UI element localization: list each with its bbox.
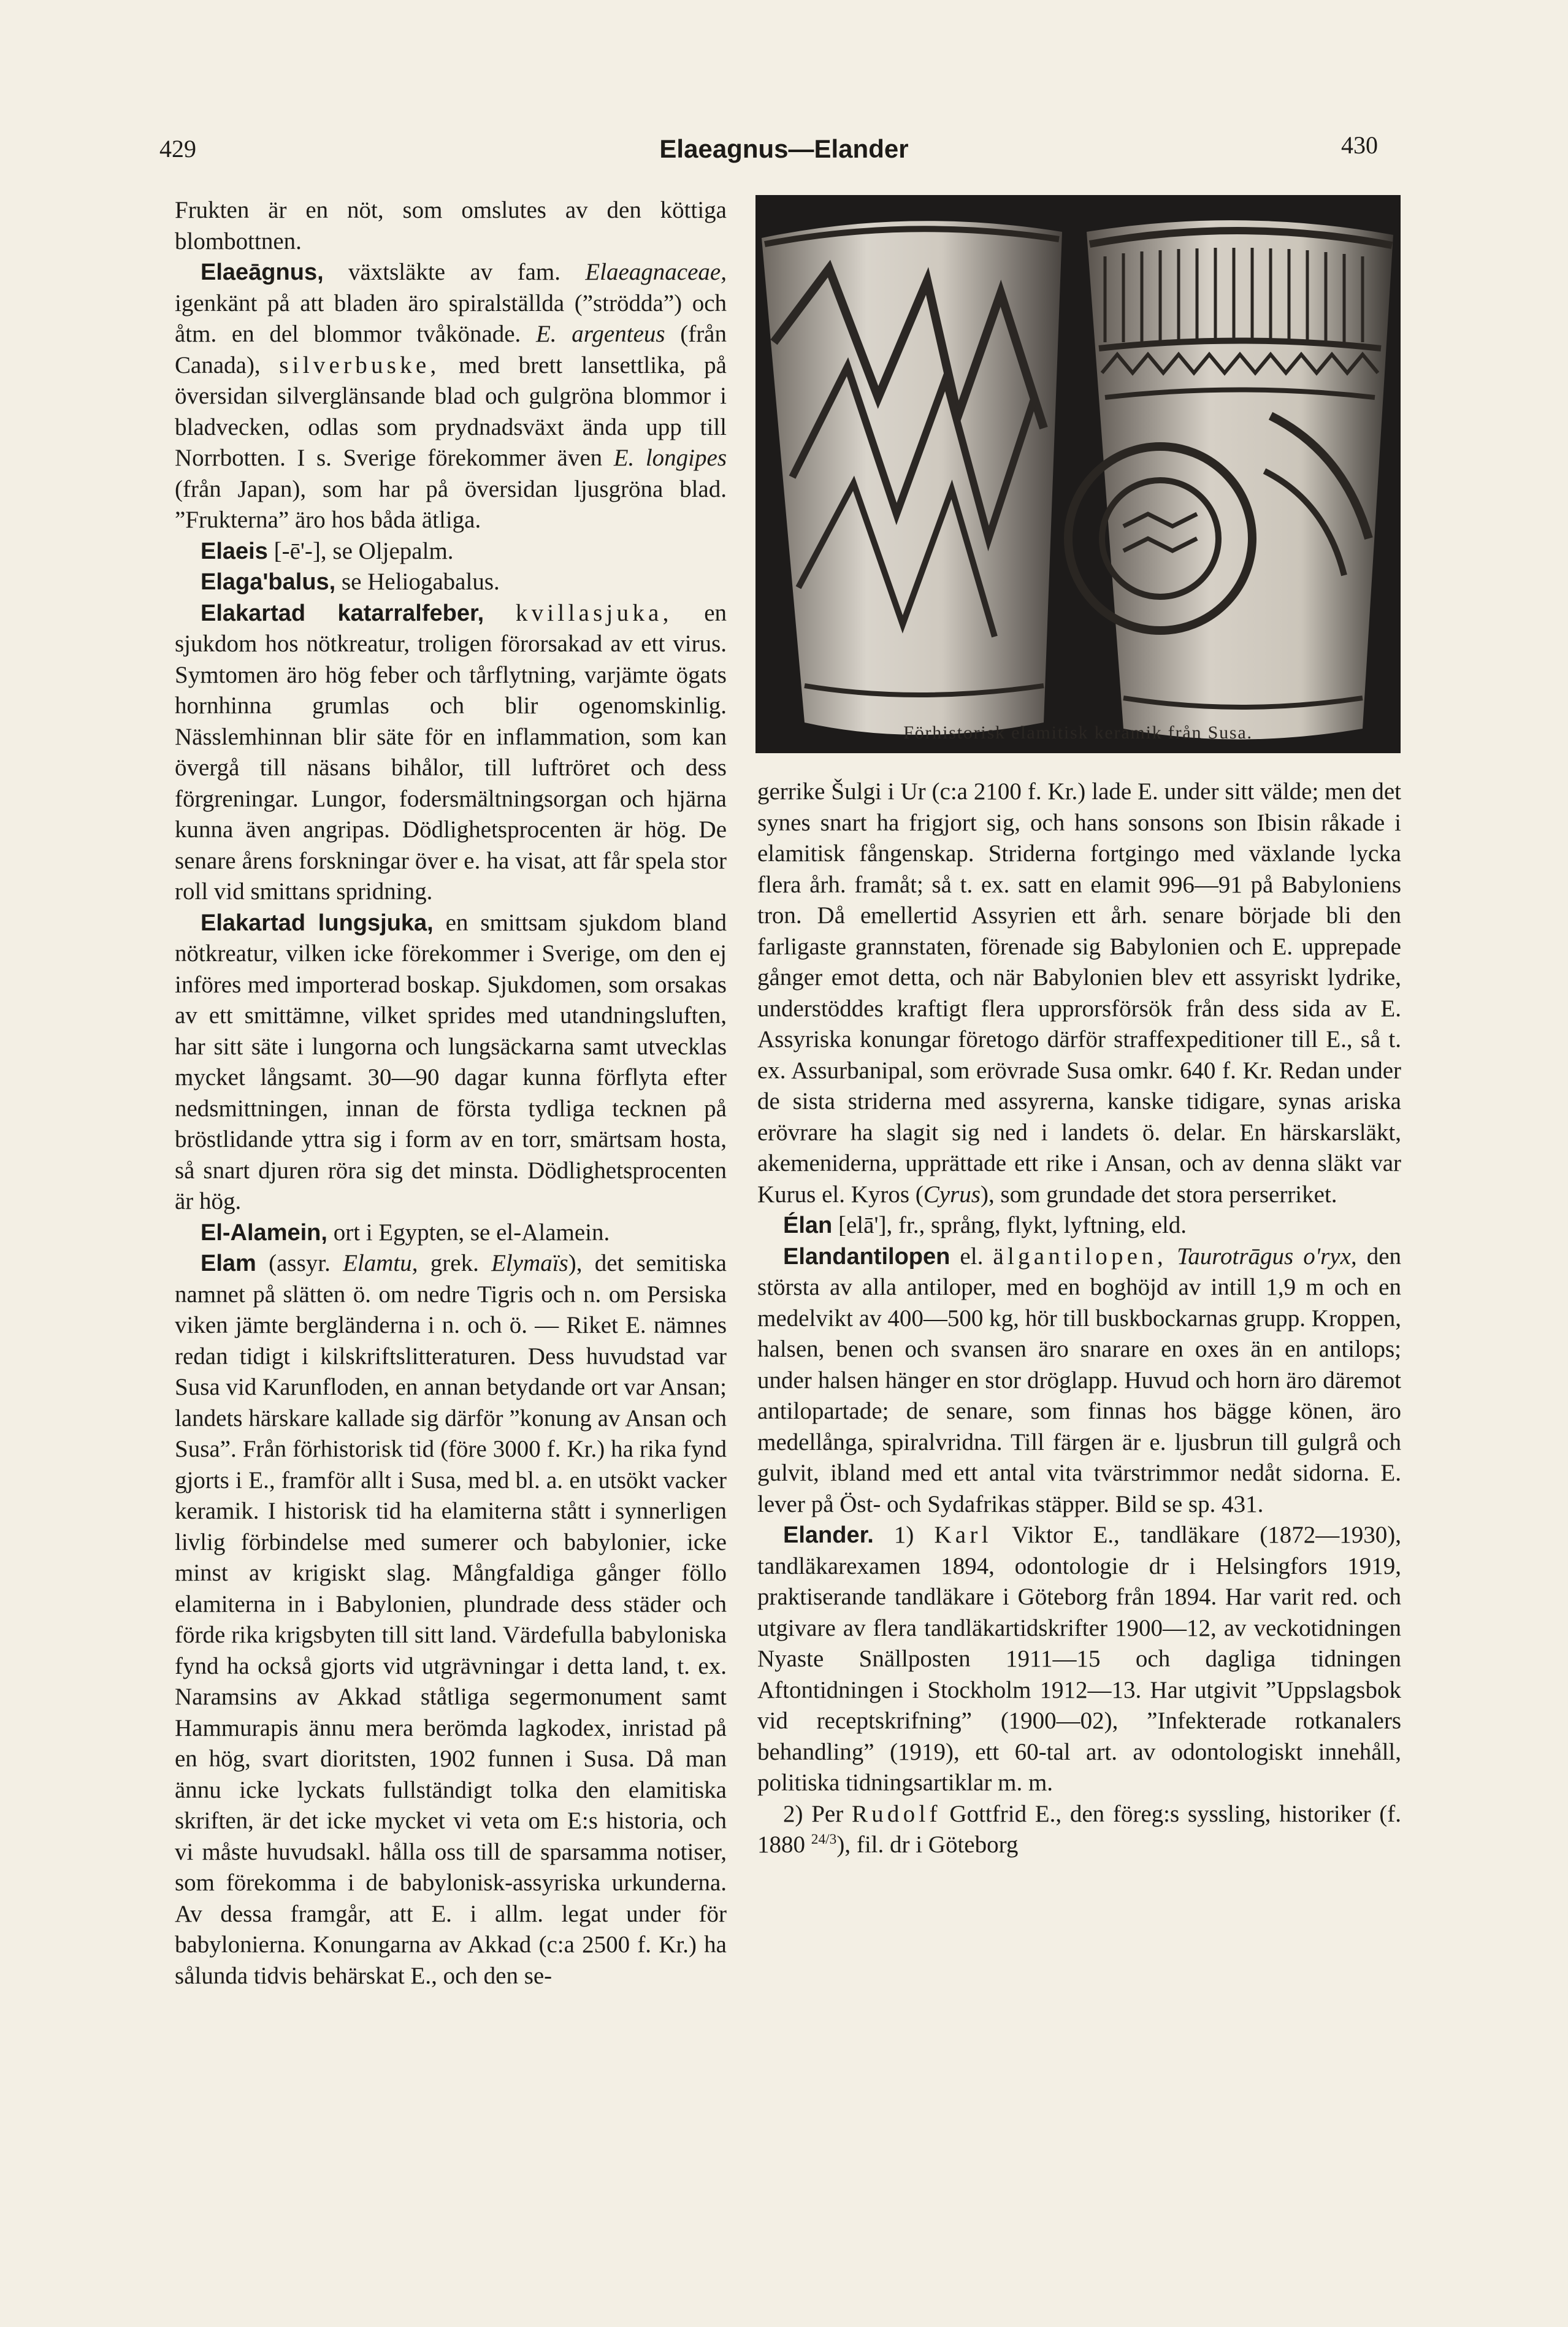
page-number-right: 430 [1341,131,1378,159]
entry-elakartad-lungsjuka: Elakartad lungsjuka, en smittsam sjukdom bland nötkreatur, vilken icke förekommer i Sverige, om den ej införes med importerad boskap. Sjukdomen, som orsakas av ett smittämne, vilket sprides med utandningsluften, har sitt säte i lungorna och lungsäckarna samt utvecklas mycket långsamt. 30—90 dagar kunna förflyta efter nedsmittningen, innan de första tydliga tecknen på bröstlidande yttra sig i form av en torr, smärtsam hosta, så snart djuren röra sig det minsta. Dödlighetsprocenten är hög. [175,909,727,1214]
entry-elam: Elam (assyr. Elamtu, grek. Elymaïs), det semitiska namnet på slätten ö. om nedre Tigris och n. om Persiska viken jämte bergländerna i n. och ö. — Riket E. nämnes redan tidigt i kilskriftslitteraturen. Dess huvudstad var Susa vid Karunfloden, en annan betydande ort var Ansan; landets härskare kallade sig därför ”konung av Ansan och Susa”. Från förhistorisk tid (före 3000 f. Kr.) ha rika fynd gjorts i E., framför allt i Susa, med bl. a. en utsökt vacker keramik. I historisk tid ha elamiterna stått i synnerligen livlig förbindelse med sumerer och babylonier, icke minst av krigiskt slag. Mångfaldiga gånger föllo elamiterna in i Babylonien, plundrade dess städer och förde rika krigsbyten till sitt land. Värdefulla babyloniska fynd ha också gjorts vid utgrävningar i detta land, t. ex. Naramsins av Akkad ståtliga segermonument samt Hammurapis ännu mera berömda lagkodex, inristad på en hög, svart dioritsten, 1902 funnen i Susa. Då man ännu icke lyckats fullständigt tolka den elamitiska skriften, är det icke mycket vi veta om E:s historia, och vi måste huvudsakl. hålla oss till de sparsamma notiser, som förekomma i de babylonisk-assyriska urkunderna. Av dessa framgår, att E. i allm. legat under för babylonierna. Konungarna av Akkad (c:a 2500 f. Kr.) ha sålunda tidvis behärskat E., och den se- [175,1250,727,1989]
entry-elagabalus: Elaga'balus, se Heliogabalus. [201,569,500,595]
entry-el-alamein: El-Alamein, ort i Egypten, se el-Alamein. [201,1219,610,1246]
headword: Elaga'balus, [201,569,336,595]
entry-elam-continued: gerrike Šulgi i Ur (c:a 2100 f. Kr.) lade E. under sitt välde; men det synes snart ha frigjort sig, och hans sonsons son Ibisin råkade i elamitisk fångenskap. Striderna fortgingo med växlande lycka flera årh. framåt; så t. ex. satt en elamit 996—91 på Babyloniens tron. Då emellertid Assyrien ett årh. senare började bli den farligaste grannstaten, förenade sig Babylonien och E. upprepade gånger emot detta, och när Babylonien blev ett assyriskt lydrike, understöddes kraftigt flera upprorsförsök från dess sida av E. Assyriska konungar företogo därför straffexpeditioner till E., så t. ex. Assurbanipal, som erövrade Susa omkr. 640 f. Kr. Redan under de sista striderna med assyrerna, kanske tidigare, synas ariska erövrare ha slagit sig ned i landets ö. delar. En härskarsläkt, akemeniderna, upprättade ett rike i Ansan, och av denna släkt var Kurus el. Kyros (Cyrus), som grundade det stora perserriket. [757,778,1401,1208]
running-title: Elaeagnus—Elander [659,134,909,163]
entry-elaeis: Elaeis [-ē'-], se Oljepalm. [201,537,454,564]
headword: Elaeis [201,538,268,564]
elamite-vases-illustration [755,195,1401,753]
headword: Elakartad lungsjuka, [201,910,434,936]
headword: Élan [783,1213,833,1238]
headword: Elam [201,1251,256,1276]
pottery-photograph [755,195,1401,753]
entry-continuation: Frukten är en nöt, som omslutes av den köttiga blombottnen. [175,197,727,255]
figure-caption: Förhistorisk elamitisk keramik från Susa. [903,723,1253,743]
headword: Elander. [783,1522,874,1548]
entry-elander-2: 2) Per Rudolf Gottfrid E., den föreg:s syssling, historiker (f. 1880 $^{24/3}$), fil. dr i Göteborg [757,1800,1401,1858]
headword: Elakartad katarralfeber, [201,600,484,626]
entry-elander: Elander. 1) Karl Viktor E., tandläkare (1872—1930), tandläkarexamen 1894, odontologie dr i Helsingfors 1919, praktiserande tandläkare i Göteborg från 1894. Har varit red. och utgivare av flera tandläkartidskrifter 1900—12, av veckotidningen Nyaste Snällposten 1911—15 och dagliga tidningen Aftontidningen i Stockholm 1912—13. Har utgivit ”Uppslagsbok vid receptskrifning” (1900—02), ”Infekterade rotkanalers behandling” (1919), ett 60-tal art. av odontologiskt innehåll, politiska tidningsartiklar m. m. [757,1522,1401,1796]
headword: Elandantilopen [783,1243,950,1270]
entry-elandantilopen: Elandantilopen el. älgantilopen, Taurotrāgus o'ryx, den största av alla antiloper, med en boghöjd av intill 1,9 m och en medelvikt av 400—500 kg, hör till buskbockarnas grupp. Kroppen, halsen, benen och svansen äro snarare en oxes än en antilops; under halsen hänger en stor dröglapp. Huvud och horn äro däremot antilopartade; de senare, som finnas hos bägge könen, äro medellånga, spiralvridna. Till färgen är e. ljusbrun till gulgrå och gulvit, ibland med ett antal vita tvärstrimmor nedåt sidorna. E. lever på Öst- och Sydafrikas stäpper. Bild se sp. 431. [757,1243,1402,1517]
entry-elakartad-katarralfeber: Elakartad katarralfeber, kvillasjuka, en sjukdom hos nötkreatur, troligen förorsakad av ett virus. Symtomen äro hög feber och tårflytning, varjämte ögats hornhinna grumlas och blir ogenomskinlig. Nässlemhinnan blir säte för en inflammation, som kan övergå till näsans bihålor, till luftröret och dess förgreningar. Lungor, fodersmältningsorgan och hjärna kunna även angripas. Dödlighetsprocenten är hög. De senare årens forskningar över e. ha visat, att får spela stor roll vid smittans spridning. [175,599,727,905]
entry-elan: Élan [elā'], fr., språng, flykt, lyftning, eld. [783,1212,1187,1238]
left-column [175,195,727,1992]
page-number-left: 429 [159,135,196,163]
entry-elaeagnus: Elaeāgnus, växtsläkte av fam. Elaeagnaceae, igenkänt på att bladen äro spiralställda (”strödda”) och åtm. en del blommor tvåkönade. E. argenteus (från Canada), silverbuske, med brett lansettlika, på översidan silverglänsande blad och gulgröna blommor i bladvecken, odlas som prydnadsväxt ända upp till Norrbotten. I s. Sverige förekommer även E. longipes (från Japan), som har på översidan ljusgröna blad. ”Frukterna” äro hos båda ätliga. [175,259,727,533]
headword: El-Alamein, [201,1219,327,1246]
right-column [757,776,1401,1861]
headword: Elaeāgnus, [201,259,324,285]
